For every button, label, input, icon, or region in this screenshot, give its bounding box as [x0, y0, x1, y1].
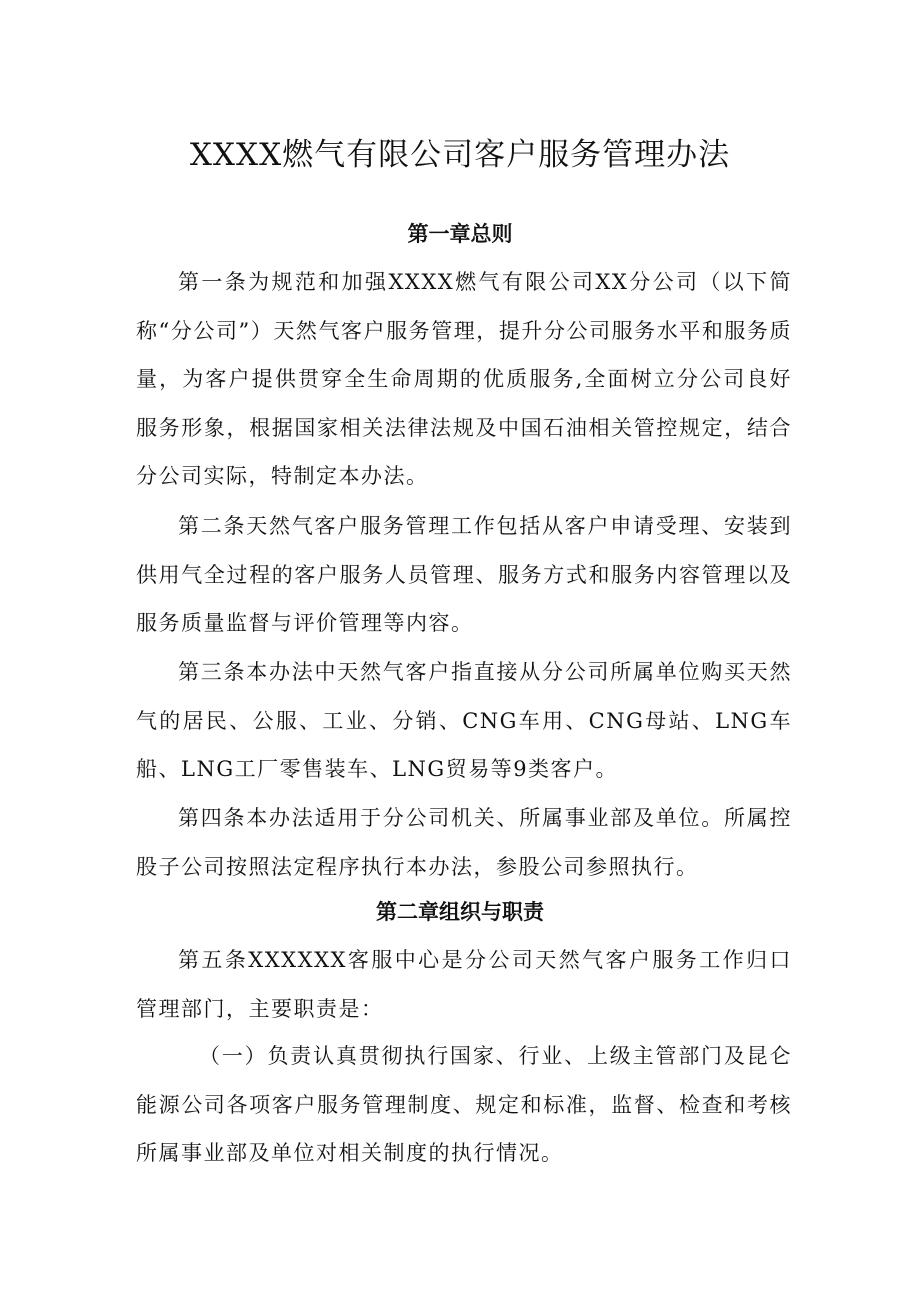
- document-title: XXXX燃气有限公司客户服务管理办法: [189, 136, 731, 173]
- article-4: 第四条本办法适用于分公司机关、所属事业部及单位。所属控股子公司按照法定程序执行本办法，参股公司参照执行。: [136, 806, 792, 879]
- article-1: 第一条为规范和加强XXXX燃气有限公司XX分公司（以下简称“分公司”）天然气客户服务管理，提升分公司服务水平和服务质量，为客户提供贯穿全生命周期的优质服务,全面树立分公司良好服务形象，根据国家相关法律法规及中国石油相关管控规定，结合分公司实际，特制定本办法。: [136, 270, 792, 488]
- chapter-1-heading: 第一章总则: [407, 222, 513, 246]
- article-2: 第二条天然气客户服务管理工作包括从客户申请受理、安装到供用气全过程的客户服务人员管理、服务方式和服务内容管理以及服务质量监督与评价管理等内容。: [136, 514, 792, 635]
- chapter-2-heading: 第二章组织与职责: [376, 900, 544, 924]
- article-5: 第五条XXXXXX客服中心是分公司天然气客户服务工作归口管理部门，主要职责是：: [136, 948, 792, 1021]
- article-5-item-1: （一）负责认真贯彻执行国家、行业、上级主管部门及昆仑能源公司各项客户服务管理制度、规定和标准，监督、检查和考核所属事业部及单位对相关制度的执行情况。: [136, 1044, 792, 1165]
- article-3: 第三条本办法中天然气客户指直接从分公司所属单位购买天然气的居民、公服、工业、分销、CNG车用、CNG母站、LNG车船、LNG工厂零售装车、LNG贸易等9类客户。: [136, 660, 792, 781]
